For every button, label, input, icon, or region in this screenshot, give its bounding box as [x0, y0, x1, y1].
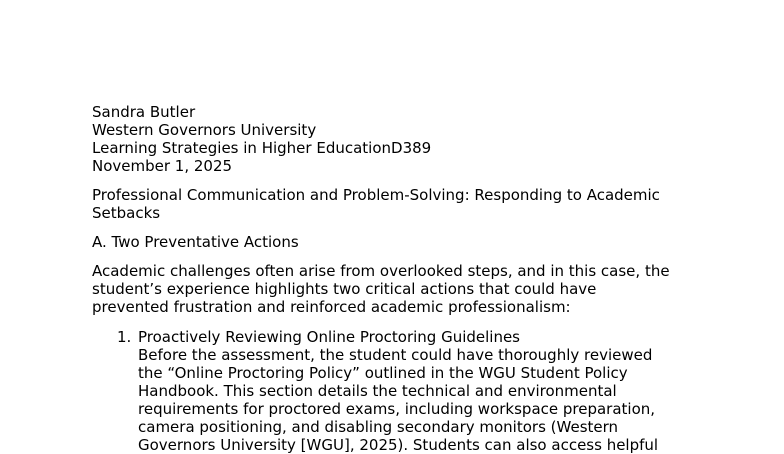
- list-number: 1.: [117, 328, 132, 346]
- list-item-title: Proactively Reviewing Online Proctoring Guidelines: [138, 328, 521, 346]
- document-title: [92, 186, 732, 222]
- paragraph-line: camera positioning, and disabling secondary monitors (Western: [138, 418, 619, 436]
- document-header: [92, 103, 732, 175]
- title-line: Professional Communication and Problem-Solving: Responding to Academic: [92, 186, 660, 204]
- actions-list: [92, 328, 732, 454]
- paragraph-line: the “Online Proctoring Policy” outlined in the WGU Student Policy: [138, 364, 628, 382]
- paragraph-line: Handbook. This section details the technical and environmental: [138, 382, 617, 400]
- intro-paragraph: [92, 262, 732, 316]
- paragraph-line: requirements for proctored exams, including workspace preparation,: [138, 400, 656, 418]
- document-body: [92, 103, 732, 454]
- section-heading: A. Two Preventative Actions: [92, 233, 299, 251]
- paragraph-line: student’s experience highlights two critical actions that could have: [92, 280, 597, 298]
- document-date: November 1, 2025: [92, 157, 233, 175]
- paragraph-line: Governors University [WGU], 2025). Students can also access helpful: [138, 436, 659, 454]
- course-name: Learning Strategies in Higher EducationD389: [92, 139, 432, 157]
- institution-name: Western Governors University: [92, 121, 317, 139]
- paragraph-line: Academic challenges often arise from overlooked steps, and in this case, the: [92, 262, 670, 280]
- title-line: Setbacks: [92, 204, 161, 222]
- paragraph-line: prevented frustration and reinforced academic professionalism:: [92, 298, 571, 316]
- paragraph-line: Before the assessment, the student could have thoroughly reviewed: [138, 346, 653, 364]
- author-name: Sandra Butler: [92, 103, 196, 121]
- list-item: [92, 328, 732, 454]
